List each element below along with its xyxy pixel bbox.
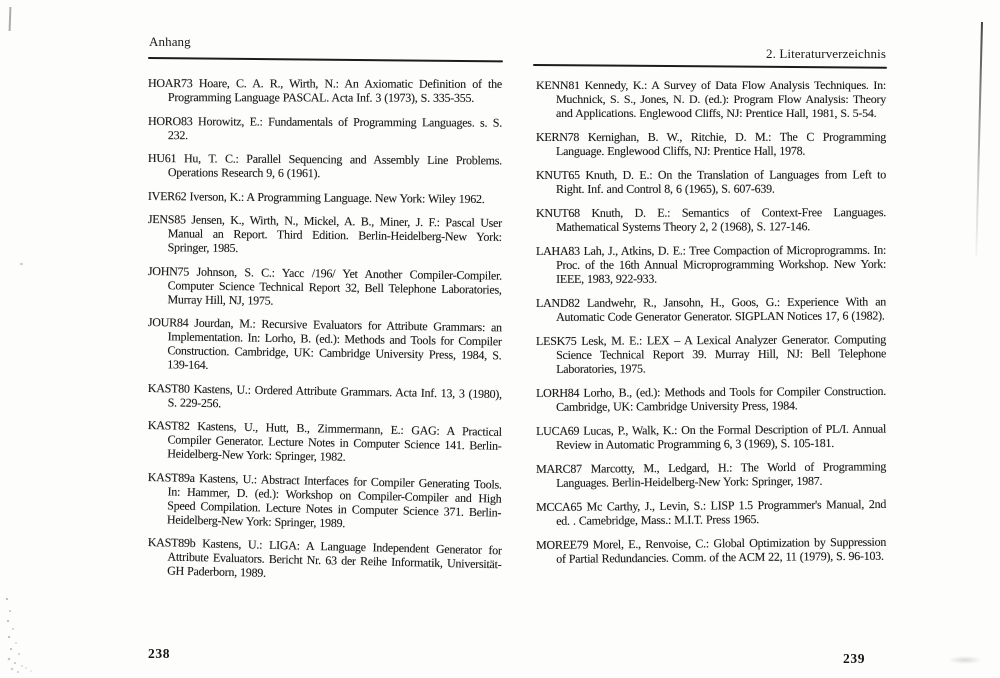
page-number-left: 238: [148, 646, 171, 661]
page-number-right: 239: [843, 651, 866, 666]
scan-artifact-bottom-left-speckles: [6, 598, 8, 600]
reference-entry: LAND82 Landwehr, R., Jansohn, H., Goos, G.: Experience With an Automatic Code Generator Generator. SIGPLAN Notices 17, 6 (1982).: [536, 294, 887, 324]
bibliography-column-left: [148, 76, 502, 587]
reference-entry: KAST89a Kastens, U.: Abstract Interfaces for Compiler Generating Tools. In: Hammer, D. (ed.): Workshop on Compiler-Compiler and High Speed Compilation. Lecture Notes in Computer Science 371. Berlin-Heidelberg-New York: Springer, 1989.: [147, 469, 502, 530]
reference-entry: JOHN75 Johnson, S. C.: Yacc /196/ Yet Another Compiler-Compiler. Computer Science Technical Report 32, Bell Telephone Laboratories, Murray Hill, NJ, 1975.: [147, 263, 502, 308]
reference-entry: HU61 Hu, T. C.: Parallel Sequencing and Assembly Line Problems. Operations Research 9, 6 (1961).: [147, 151, 502, 181]
scan-artifact-top-left-tick: [9, 7, 11, 31]
reference-entry: LUCA69 Lucas, P., Walk, K.: On the Formal Description of PL/I. Annual Review in Automatic Programming 6, 3 (1969), S. 105-181.: [536, 421, 887, 452]
header-rule-left: [148, 57, 503, 62]
reference-entry: IVER62 Iverson, K.: A Programming Language. New York: Wiley 1962.: [147, 188, 485, 206]
reference-entry: HOAR73 Hoare, C. A. R., Wirth, N.: An Axiomatic Definition of the Programming Language PASCAL. Acta Inf. 3 (1973), S. 335-355.: [147, 76, 502, 105]
scan-artifact-right-crease: [975, 22, 983, 257]
reference-entry: MOREE79 Morel, E., Renvoise, C.: Global Optimization by Suppression of Partial Redundancies. Comm. of the ACM 22, 11 (1979), S. 96-103.: [536, 534, 887, 566]
reference-entry: LAHA83 Lah, J., Atkins, D. E.: Tree Compaction of Microprogramms. In: Proc. of the 16th Annual Microprogramming Workshop. New York: IEEE, 1983, 922-933.: [536, 242, 887, 286]
reference-entry: KAST80 Kastens, U.: Ordered Attribute Grammars. Acta Inf. 13, 3 (1980), S. 229-256.: [147, 380, 502, 410]
reference-entry: LESK75 Lesk, M. E.: LEX – A Lexical Analyzer Generator. Computing Science Technical Report 39. Murray Hill, NJ: Bell Telephone Laboratories, 1975.: [536, 332, 887, 376]
reference-entry: KENN81 Kennedy, K.: A Survey of Data Flow Analysis Techniques. In: Muchnick, S. S., Jones, N. D. (ed.): Program Flow Analysis: Theory and Applications. Englewood Cliffs, NJ: Prentice Hall, 1981, S. 5-54.: [536, 78, 886, 120]
reference-entry: KNUT65 Knuth, D. E.: On the Translation of Languages from Left to Right. Inf. and Control 8, 6 (1965), S. 607-639.: [536, 167, 887, 196]
reference-entry: KAST89b Kastens, U.: LIGA: A Language Independent Generator for Attribute Evaluators. Bericht Nr. 63 der Reihe Informatik, Universität-GH Paderborn, 1989.: [147, 535, 502, 580]
reference-entry: JOUR84 Jourdan, M.: Recursive Evaluators for Attribute Grammars: an Implementation. In: Lorho, B. (ed.): Methods and Tools for Compiler Construction. Cambridge, UK: Cambridge University Press, 1984, S. 139-164.: [147, 315, 502, 372]
reference-entry: HORO83 Horowitz, E.: Fundamentals of Programming Languages. s. S. 232.: [147, 113, 502, 142]
reference-entry: KERN78 Kernighan, B. W., Ritchie, D. M.: The C Programming Language. Englewood Cliffs, NJ: Prentice Hall, 1978.: [536, 129, 887, 158]
reference-entry: MCCA65 Mc Carthy, J., Levin, S.: LISP 1.5 Programmer's Manual, 2nd ed. . Camebridge, Mass.: M.I.T. Press 1965.: [536, 496, 887, 528]
bibliography-column-right: [536, 78, 886, 576]
scan-artifact-left-edge-dot: [20, 263, 23, 265]
reference-entry: KNUT68 Knuth, D. E.: Semantics of Context-Free Languages. Mathematical Systems Theory 2, 2 (1968), S. 127-146.: [536, 205, 887, 234]
reference-entry: KAST82 Kastens, U., Hutt, B., Zimmermann, E.: GAG: A Practical Compiler Generator. Lecture Notes in Computer Science 141. Berlin-Heidelberg-New York: Springer, 1982.: [147, 418, 502, 464]
running-header-right: 2. Literaturverzeichnis: [766, 46, 886, 61]
header-rule-right: [533, 64, 887, 69]
scan-artifact-bottom-right-smudge: [948, 656, 982, 664]
reference-entry: MARC87 Marcotty, M., Ledgard, H.: The World of Programming Languages. Berlin-Heidelberg-New York: Springer, 1987.: [536, 459, 887, 490]
reference-entry: LORH84 Lorho, B., (ed.): Methods and Tools for Compiler Construction. Cambridge, UK: Cambridge University Press, 1984.: [536, 383, 887, 414]
running-header-left: Anhang: [149, 34, 191, 49]
reference-entry: JENS85 Jensen, K., Wirth, N., Mickel, A. B., Miner, J. F.: Pascal User Manual an Report. Third Edition. Berlin-Heidelberg-New York: Springer, 1985.: [147, 212, 502, 255]
